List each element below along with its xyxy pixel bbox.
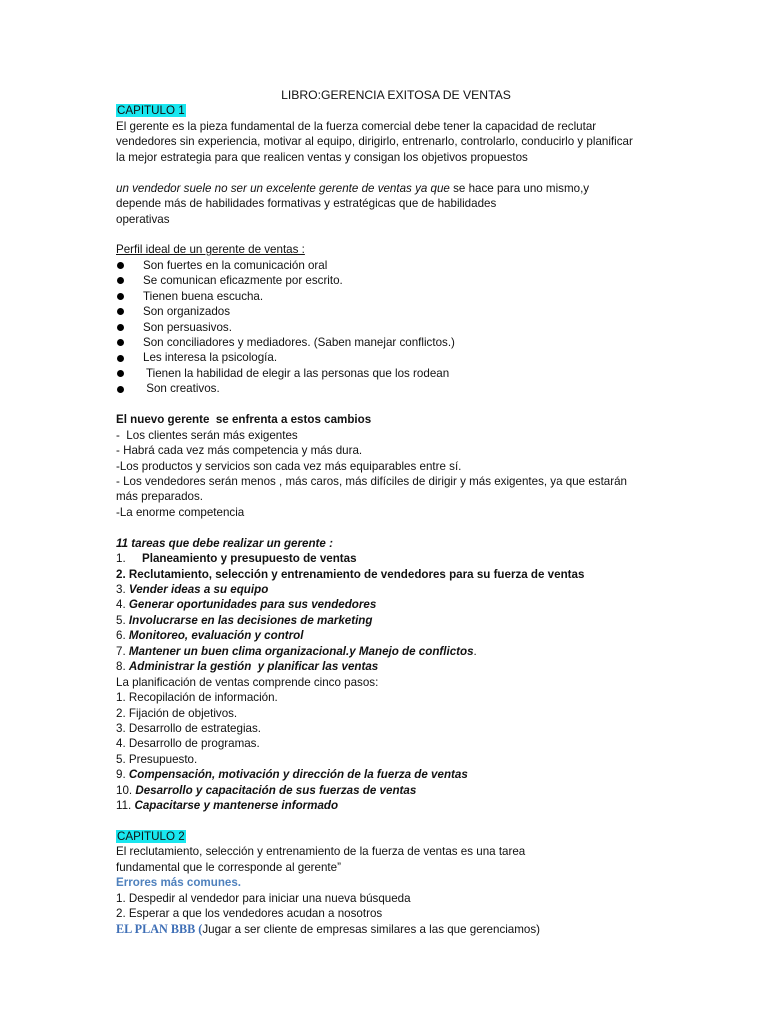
- planning-step: 1. Recopilación de información.: [116, 691, 278, 705]
- task-item: [116, 767, 676, 782]
- changes-line: -Los productos y servicios son cada vez más equiparables entre sí.: [116, 459, 462, 473]
- profile-item-text: Se comunican eficazmente por escrito.: [143, 274, 343, 288]
- task-item: [116, 798, 676, 813]
- document-content: [116, 88, 676, 937]
- quote-line: [116, 181, 676, 196]
- task-number: 8.: [116, 660, 129, 674]
- task-number: 9.: [116, 768, 129, 782]
- bullet-icon: [117, 262, 124, 269]
- chapter1-label-line: [116, 103, 676, 118]
- task-item: [116, 613, 676, 628]
- task-text: Involucrarse en las decisiones de marketing: [128, 613, 373, 627]
- error-item: 1. Despedir al vendedor para iniciar una nueva búsqueda: [116, 891, 411, 905]
- profile-item: [116, 366, 676, 381]
- task-item: 2. Reclutamiento, selección y entrenamiento de vendedores para su fuerza de ventas: [116, 567, 585, 581]
- chapter1-intro-line: El gerente es la pieza fundamental de la fuerza comercial debe tener la capacidad de reclutar: [116, 119, 597, 133]
- task-number: 3.: [116, 583, 129, 596]
- quote-line: operativas: [116, 212, 170, 226]
- profile-item-text: Son fuertes en la comunicación oral: [143, 258, 328, 272]
- profile-item: [116, 289, 676, 304]
- bullet-icon: [117, 339, 124, 346]
- task-item: [116, 628, 676, 643]
- task-text: Capacitarse y mantenerse informado: [134, 799, 339, 813]
- bullet-icon: [117, 324, 124, 331]
- task-text: Mantener un buen clima organizacional.y Manejo de conflictos: [128, 644, 474, 658]
- planning-step: 3. Desarrollo de estrategias.: [116, 721, 261, 735]
- error-item: 2. Esperar a que los vendedores acudan a nosotros: [116, 907, 383, 921]
- bullet-icon: [117, 277, 124, 284]
- task-item: [116, 597, 676, 612]
- chapter1-label: CAPITULO 1: [117, 104, 185, 118]
- changes-line: - Los clientes serán más exigentes: [116, 428, 298, 442]
- task-item: [116, 644, 676, 659]
- profile-heading: Perfil ideal de un gerente de ventas :: [116, 243, 305, 257]
- quote-italic: un vendedor suele no ser un excelente gerente de ventas ya que: [116, 181, 450, 195]
- task-item: [116, 582, 676, 597]
- changes-heading: El nuevo gerente se enfrenta a estos cambios: [116, 413, 372, 427]
- chapter2-label-line: [116, 829, 676, 844]
- bullet-icon: [117, 370, 124, 377]
- spacer: [116, 520, 676, 535]
- task-item: [116, 551, 676, 566]
- plan-text: Jugar a ser cliente de empresas similares a las que gerenciamos): [202, 922, 541, 936]
- spacer: [116, 814, 676, 829]
- planning-step: 2. Fijación de objetivos.: [116, 706, 238, 720]
- plan-title: EL PLAN BBB (: [116, 921, 203, 936]
- planning-step: 5. Presupuesto.: [116, 752, 198, 766]
- task-number: 10.: [116, 783, 136, 797]
- profile-item: [116, 273, 676, 288]
- task-text: Vender ideas a su equipo: [128, 583, 269, 596]
- task-number: 11.: [116, 799, 135, 813]
- chapter1-intro-line: vendedores sin experiencia, motivar al equipo, dirigirlo, entrenarlo, controlarlo, conducirlo y planificar: [116, 135, 633, 149]
- task-item: [116, 659, 676, 674]
- planning-intro: La planificación de ventas comprende cinco pasos:: [116, 675, 379, 689]
- profile-item-text: Tienen la habilidad de elegir a las personas que los rodean: [143, 366, 450, 380]
- changes-line: - Los vendedores serán menos , más caros, más difíciles de dirigir y más exigentes, ya que estarán: [116, 474, 628, 488]
- profile-item-text: Tienen buena escucha.: [143, 289, 264, 303]
- task-number: 1.: [116, 552, 126, 566]
- task-text: Administrar la gestión y planificar las ventas: [128, 660, 379, 674]
- spacer: [116, 227, 676, 242]
- task-text: Monitoreo, evaluación y control: [128, 629, 304, 643]
- document-title: LIBRO:GERENCIA EXITOSA DE VENTAS: [281, 88, 511, 102]
- tasks-heading: 11 tareas que debe realizar un gerente :: [116, 536, 333, 550]
- task-tail: .: [473, 644, 477, 658]
- profile-item-text: Son organizados: [143, 305, 231, 319]
- quote-line: depende más de habilidades formativas y estratégicas que de habilidades: [116, 197, 497, 211]
- profile-item: [116, 304, 676, 319]
- spacer: [116, 397, 676, 412]
- task-text: Generar oportunidades para sus vendedores: [128, 598, 377, 612]
- task-text: Desarrollo y capacitación de sus fuerzas de ventas: [135, 783, 417, 797]
- profile-item-text: Son conciliadores y mediadores. (Saben manejar conflictos.): [143, 336, 455, 349]
- chapter2-intro-line: El reclutamiento, selección y entrenamiento de la fuerza de ventas es una tarea: [116, 845, 526, 859]
- chapter1-intro-line: la mejor estrategia para que realicen ventas y consigan los objetivos propuestos: [116, 150, 528, 164]
- task-number: 5.: [116, 613, 129, 627]
- profile-item-text: Son persuasivos.: [143, 320, 232, 334]
- profile-item-text: Les interesa la psicología.: [143, 351, 278, 365]
- chapter2-label: CAPITULO 2: [117, 830, 185, 843]
- bullet-icon: [117, 308, 124, 315]
- task-number: 4.: [116, 598, 129, 612]
- errors-heading: Errores más comunes.: [116, 876, 242, 890]
- profile-item: [116, 258, 676, 273]
- changes-line: - Habrá cada vez más competencia y más dura.: [116, 444, 363, 458]
- profile-heading-line: [116, 242, 676, 257]
- profile-item-text: Son creativos.: [143, 382, 220, 396]
- quote-rest: se hace para uno mismo,y: [449, 181, 590, 195]
- planning-step: 4. Desarrollo de programas.: [116, 737, 260, 751]
- task-number: 6.: [116, 629, 129, 643]
- profile-item: [116, 320, 676, 335]
- profile-item: [116, 381, 676, 396]
- task-item: [116, 783, 676, 798]
- bullet-icon: [117, 355, 124, 362]
- chapter2-intro-line: fundamental que le corresponde al gerente”: [116, 860, 341, 874]
- changes-line: más preparados.: [116, 490, 203, 504]
- spacer: [116, 165, 676, 180]
- profile-item: [116, 350, 676, 365]
- plan-line: [116, 922, 676, 937]
- task-text: Planeamiento y presupuesto de ventas: [142, 552, 357, 566]
- changes-line: -La enorme competencia: [116, 505, 245, 519]
- bullet-icon: [117, 293, 124, 300]
- profile-item: [116, 335, 676, 350]
- task-number: 7.: [116, 644, 129, 658]
- task-text: Compensación, motivación y dirección de la fuerza de ventas: [128, 768, 468, 782]
- bullet-icon: [117, 386, 124, 393]
